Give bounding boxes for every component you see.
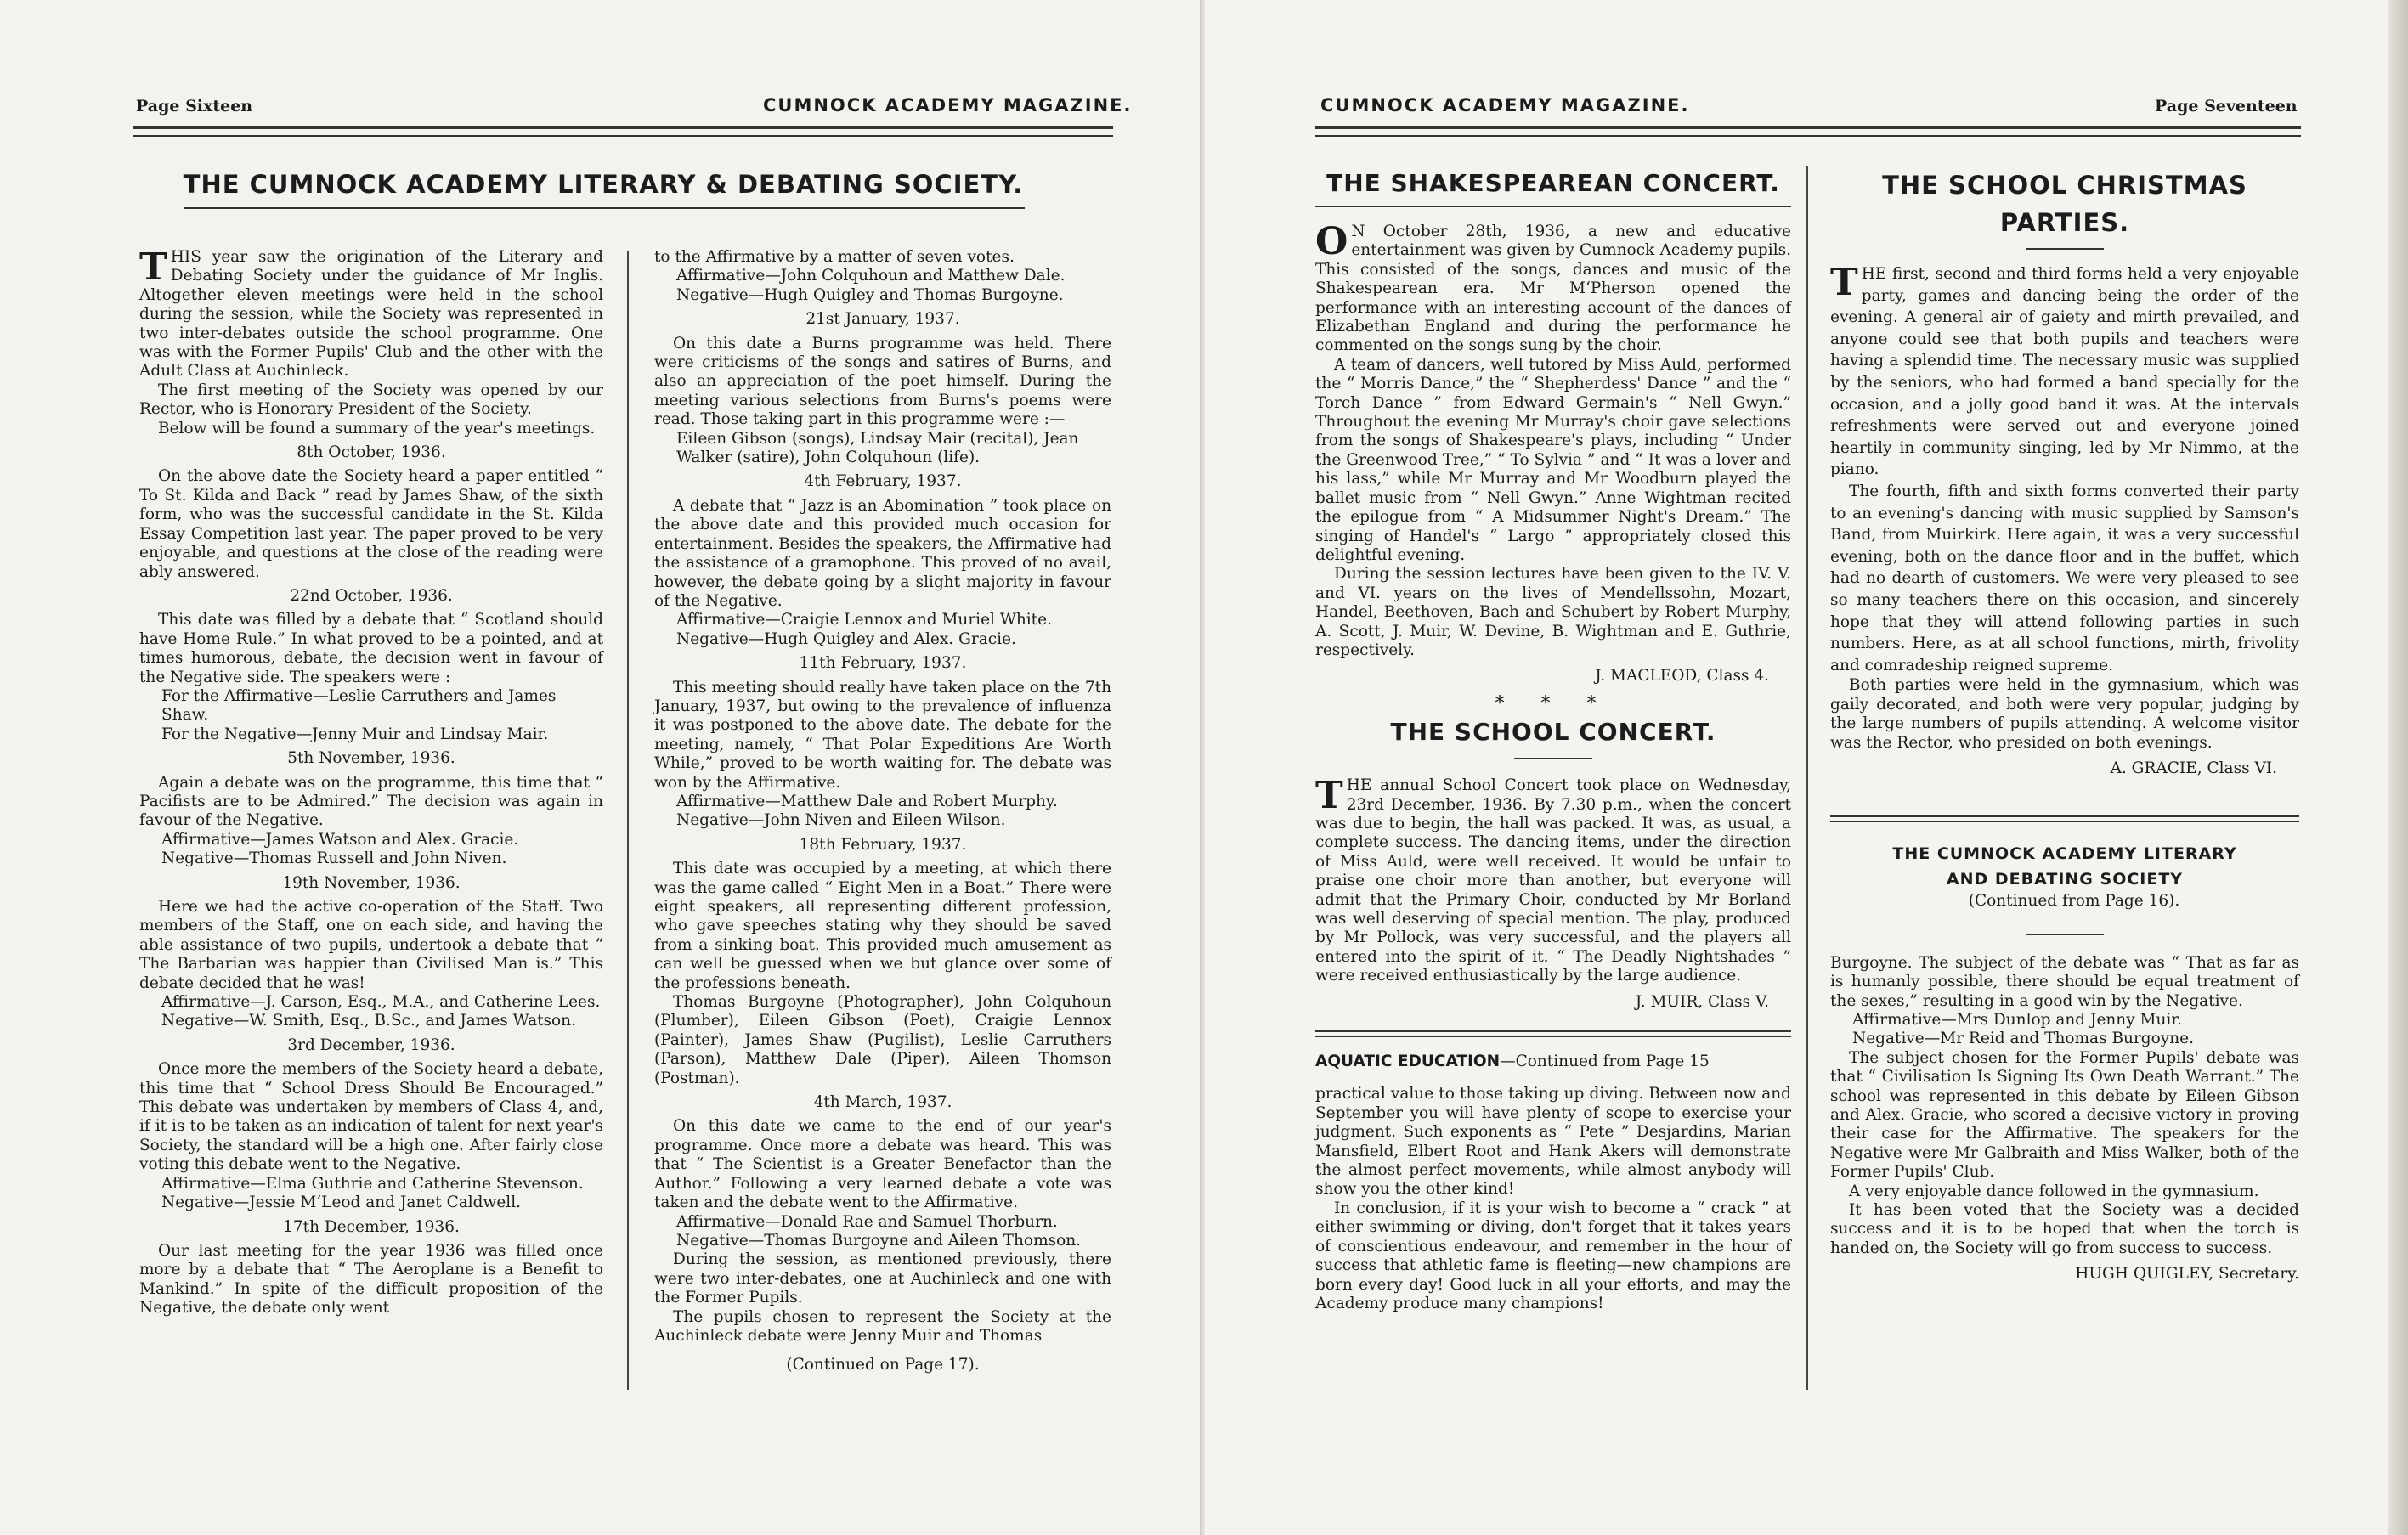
paragraph: Our last meeting for the year 1936 was filled once more by a debate that “ The Aeroplane is a Benefit to Mankind.” In spite of the difficult proposition of the Negative, the debate only went	[139, 1241, 603, 1318]
speaker-line: Affirmative—Craigie Lennox and Muriel White.	[676, 611, 1052, 629]
speaker-line: Negative—John Niven and Eileen Wilson.	[676, 811, 1006, 830]
speaker-line: Eileen Gibson (songs), Lindsay Mair (recital), Jean Walker (satire), John Colquhoun (life).	[676, 429, 1079, 467]
paragraph	[1830, 263, 2299, 481]
meeting-date: 4th February, 1937.	[804, 472, 962, 491]
article-column-1	[139, 245, 603, 1318]
paragraph: Below will be found a summary of the year's meetings.	[158, 419, 596, 437]
paragraph: The first meeting of the Society was opened by our Rector, who is Honorary President of the Society.	[139, 381, 603, 419]
concert-title: THE SCHOOL CONCERT.	[1390, 718, 1716, 747]
speaker-line: Negative—Thomas Burgoyne and Aileen Thomson.	[676, 1231, 1082, 1250]
christmas-title-1: THE SCHOOL CHRISTMAS	[1882, 171, 2247, 200]
paragraph: Here we had the active co-operation of the Staff. Two members of the Staff, one on each side, and having the able assistance of two pupils, undertook a debate that “ The Barbarian was happier than Civilised Man is.” This debate decided that he was!	[139, 898, 603, 992]
intro-paragraph	[139, 245, 603, 381]
article-column-2	[654, 248, 1111, 1375]
paragraph: During the session lectures have been given to the IV. V. and VI. years on the lives of Mendellssohn, Mozart, Handel, Beethoven, Bach and Schubert by Robert Murphy, A. Scott, J. Muir, W. Devine, B. Wightman and E. Guthrie, respectively.	[1315, 565, 1791, 659]
section-rule	[1315, 1030, 1791, 1032]
page-number: Page Sixteen	[136, 97, 253, 116]
running-head: CUMNOCK ACADEMY MAGAZINE.	[763, 95, 1133, 116]
header-rule-thin	[133, 135, 1113, 137]
section-rule	[1830, 815, 2299, 817]
paragraph: Thomas Burgoyne (Photographer), John Colquhoun (Plumber), Eileen Gibson (Poet), Craigie Lennox (Painter), James Shaw (Pugilist), Leslie Carruthers (Parson), Matthew Dale (Piper), Aileen Thomson (Postman).	[654, 993, 1111, 1087]
paragraph: A debate that “ Jazz is an Abomination ” took place on the above date and this provided much occasion for entertainment. Besides the speakers, the Affirmative had the assistance of a gramophone. This proved of no avail, however, the debate going by a slight majority in favour of the Negative.	[654, 496, 1111, 610]
meeting-date: 22nd October, 1936.	[290, 586, 453, 605]
paragraph: The pupils chosen to represent the Society at the Auchinleck debate were Jenny Muir and Thomas	[654, 1307, 1111, 1345]
paragraph: Once more the members of the Society heard a debate, this time that “ School Dress Should Be Encouraged.” This debate was undertaken by members of Class 4, and, if it is to be taken as an indication of talent for next year's Society, the standard will be a high one. After fairly close voting this debate went to the Negative.	[139, 1060, 603, 1174]
speaker-line: Affirmative—Matthew Dale and Robert Murphy.	[676, 792, 1058, 810]
literary-title-2: AND DEBATING SOCIETY	[1946, 870, 2184, 889]
speaker-line: Affirmative—John Colquhoun and Matthew Dale.	[676, 267, 1066, 285]
speaker-line: Affirmative—Donald Rae and Samuel Thorburn.	[676, 1212, 1058, 1231]
title-rule	[1514, 758, 1592, 759]
paragraph	[1315, 776, 1791, 985]
aquatic-heading-rest: —Continued from Page 15	[1500, 1052, 1710, 1071]
continued-note: (Continued from Page 16).	[1968, 892, 2180, 911]
page-edge	[2388, 0, 2408, 1535]
title-rule	[2026, 248, 2104, 250]
paragraph: The subject chosen for the Former Pupils' debate was that “ Civilisation Is Signing Its Own Death Warrant.” The school was represented in this debate by Eileen Gibson and Alex. Gracie, who scored a decisive victory in proving their case for the Affirmative. The speakers for the Negative were Mr Galbraith and Miss Walker, both of the Former Pupils' Club.	[1830, 1048, 2299, 1182]
speaker-line: Negative—Mr Reid and Thomas Burgoyne.	[1852, 1030, 2194, 1048]
speaker-line: For the Negative—Jenny Muir and Lindsay Mair.	[161, 725, 549, 743]
paragraph: Burgoyne. The subject of the debate was “ That as far as is humanly possible, there should be equal treatment of the sexes,” resulting in a good win by the Negative.	[1830, 953, 2299, 1010]
meeting-date: 5th November, 1936.	[287, 749, 455, 768]
paragraph: Both parties were held in the gymnasium, which was gaily decorated, and both were very popular, judging by the large numbers of pupils attending. A welcome visitor was the Rector, who presided on both evenings.	[1830, 676, 2299, 752]
signature: J. MUIR, Class V.	[1635, 992, 1769, 1011]
page-number: Page Seventeen	[2155, 97, 2298, 116]
christmas-title-2: PARTIES.	[1999, 208, 2130, 237]
meeting-date: 8th October, 1936.	[297, 443, 446, 462]
speaker-line: Negative—Thomas Russell and John Niven.	[161, 849, 507, 868]
signature: J. MACLEOD, Class 4.	[1595, 667, 1769, 686]
paragraph: This meeting should really have taken place on the 7th January, 1937, but owing to the prevalence of influenza it was postponed to the above date. The debate for the meeting, namely, “ That Polar Expeditions Are Worth While,” proved to be worth waiting for. The debate was won by the Affirmative.	[654, 678, 1111, 792]
paragraph-text: HE first, second and third forms held a very enjoyable party, games and dancing being the order of the evening. A general air of gaiety and mirth prevailed, and anyone could see that both pupils and teachers were having a splendid time. The necessary music was supplied by the seniors, who had formed a band specially for the occasion, and a jolly good band it was. At the intervals refreshments were served out and everyone joined heartily in community singing, led by Mr Nimmo, at the piano.	[1830, 265, 2299, 479]
right-column-1	[1315, 166, 1791, 1313]
shakespeare-title: THE SHAKESPEAREAN CONCERT.	[1326, 169, 1780, 197]
header-rule-thin	[1315, 135, 2301, 137]
meeting-date: 3rd December, 1936.	[287, 1036, 455, 1054]
paragraph: In conclusion, if it is your wish to become a “ crack ” at either swimming or diving, don't forget that it takes years of conscientious endeavour, and remember in the hour of success that athletic fame is fleeting—new champions are born every day! Good luck in all your efforts, and may the Academy produce many champions!	[1315, 1199, 1791, 1312]
section-rule	[1830, 821, 2299, 822]
column-divider	[1806, 166, 1808, 1390]
header-rule	[133, 126, 1113, 129]
header-rule	[1315, 126, 2301, 129]
speaker-line: Negative—Jessie M‘Leod and Janet Caldwell.	[161, 1194, 522, 1212]
paragraph: This date was occupied by a meeting, at which there was the game called “ Eight Men in a Boat.” There were eight speakers, all representing different profession, who gave speeches stating why they should be saved from a sinking boat. This provided much amusement as can well be guessed when we but glance over some of the professions beneath.	[654, 860, 1111, 992]
column-divider	[627, 251, 629, 1390]
speaker-line: For the Affirmative—Leslie Carruthers and James Shaw.	[161, 686, 557, 725]
title-underline	[184, 207, 1025, 209]
paragraph: On this date we came to the end of our year's programme. Once more a debate was heard. This was that “ The Scientist is a Greater Benefactor than the Author.” Following a very learned debate a vote was taken and the debate went to the Affirmative.	[654, 1117, 1111, 1212]
meeting-date: 11th February, 1937.	[799, 654, 967, 673]
speaker-line: Affirmative—J. Carson, Esq., M.A., and Catherine Lees.	[161, 993, 601, 1012]
continued-note: (Continued on Page 17).	[786, 1356, 980, 1374]
paragraph: to the Affirmative by a matter of seven votes.	[654, 248, 1015, 266]
meeting-date: 4th March, 1937.	[813, 1093, 952, 1112]
paragraph	[1315, 220, 1791, 356]
speaker-line: Affirmative—Mrs Dunlop and Jenny Muir.	[1852, 1010, 2183, 1029]
drop-cap: T	[139, 245, 167, 289]
paragraph: A team of dancers, well tutored by Miss Auld, performed the “ Morris Dance,” the “ Shepherdess' Dance ” and the “ Torch Dance ” from Edward Germain's “ Nell Gwyn.” Throughout the evening Mr Murray's choir gave selections from the songs of Shakespeare's plays, including “ Under the Greenwood Tree,” “ To Sylvia ” and “ It was a lover and his lass,” while Mr Murray and Mr Woodburn played the ballet music from “ Nell Gwyn.” Anne Wightman recited the epilogue from “ A Midsummer Night's Dream.” The singing of Handel's “ Largo ” appropriately closed this delightful evening.	[1315, 355, 1791, 564]
paragraph: During the session, as mentioned previously, there were two inter-debates, one at Auchinleck and one with the Former Pupils.	[654, 1250, 1111, 1307]
drop-cap: T	[1830, 261, 1858, 304]
running-head: CUMNOCK ACADEMY MAGAZINE.	[1320, 95, 1690, 116]
meeting-date: 18th February, 1937.	[799, 835, 967, 854]
paragraph: The fourth, fifth and sixth forms converted their party to an evening's dancing with music supplied by Samson's Band, from Muirkirk. Here again, it was a very successful evening, both on the dance floor and in the buffet, which had no dearth of customers. We were very pleased to see so many teachers there on this occasion, and sincerely hope that they will attend following parties in such numbers. Here, as at all school functions, mirth, frivolity and comradeship reigned supreme.	[1830, 482, 2299, 674]
paragraph-text: N October 28th, 1936, a new and educative entertainment was given by Cumnock Academy pupils. This consisted of the songs, dances and music of the Shakespearean era. Mr M‘Pherson opened the performance with an interesting account of the dances of Elizabethan England and during the performance he commented on the songs sung by the choir.	[1315, 223, 1791, 355]
right-column-2	[1830, 166, 2299, 1284]
section-rule	[1315, 1036, 1791, 1037]
title-rule	[2026, 934, 2104, 935]
meeting-date: 19th November, 1936.	[282, 873, 461, 892]
intro-text: HIS year saw the origination of the Literary and Debating Society under the guidance of Mr Inglis. Altogether eleven meetings were held in the school during the session, while the Society was represented in two inter-debates outside the school programme. One was with the Former Pupils' Club and the other with the Adult Class at Auchinleck.	[139, 248, 603, 381]
speaker-line: Negative—Hugh Quigley and Alex. Gracie.	[676, 629, 1016, 648]
section-stars: * * *	[1495, 692, 1612, 714]
drop-cap: O	[1315, 220, 1348, 263]
paragraph-text: HE annual School Concert took place on Wednesday, 23rd December, 1936. By 7.30 p.m., when the concert was due to begin, the hall was packed. It was, as usual, a complete success. The dancing items, under the direction of Miss Auld, were well received. It would be unfair to praise one choir more than another, but everyone will admit that the Primary Choir, conducted by Mr Borland was well deserving of special mention. The play, produced by Mr Pollock, was very successful, and the players all entered into the spirit of it. “ The Deadly Nightshades ” were received enthusiastically by the large audience.	[1315, 776, 1791, 985]
article-title: THE CUMNOCK ACADEMY LITERARY & DEBATING SOCIETY.	[183, 170, 1024, 199]
page-seventeen	[1205, 0, 2388, 1535]
page-sixteen	[0, 0, 1200, 1535]
drop-cap: T	[1315, 774, 1343, 818]
speaker-line: Affirmative—Elma Guthrie and Catherine Stevenson.	[161, 1174, 584, 1193]
literary-title-1: THE CUMNOCK ACADEMY LITERARY	[1892, 844, 2237, 864]
meeting-date: 17th December, 1936.	[283, 1217, 460, 1236]
paragraph: On this date a Burns programme was held. There were criticisms of the songs and satires of Burns, and also an appreciation of the poet himself. During the meeting various selections from Burns's poems were read. Those taking part in this programme were :—	[654, 334, 1111, 429]
signature: HUGH QUIGLEY, Secretary.	[2075, 1265, 2299, 1284]
paragraph: On the above date the Society heard a paper entitled “ To St. Kilda and Back ” read by James Shaw, of the sixth form, who was the successful candidate in the St. Kilda Essay Competition last year. The paper proved to be very enjoyable, and questions at the close of the reading were ably answered.	[139, 467, 603, 581]
speaker-line: Affirmative—James Watson and Alex. Gracie.	[161, 830, 519, 849]
aquatic-heading-bold: AQUATIC EDUCATION	[1315, 1052, 1501, 1071]
aquatic-heading	[1315, 1052, 1791, 1071]
speaker-line: Negative—Hugh Quigley and Thomas Burgoyne.	[676, 285, 1064, 304]
title-underline	[1315, 206, 1791, 207]
speaker-line: Negative—W. Smith, Esq., B.Sc., and James Watson.	[161, 1012, 576, 1030]
paragraph: A very enjoyable dance followed in the gymnasium.	[1849, 1182, 2259, 1200]
signature: A. GRACIE, Class VI.	[2110, 759, 2277, 777]
paragraph: It has been voted that the Society was a decided success and it is to be hoped that when the torch is handed on, the Society will go from success to success.	[1830, 1201, 2299, 1257]
paragraph: Again a debate was on the programme, this time that “ Pacifists are to be Admired.” The decision was again in favour of the Negative.	[139, 773, 603, 830]
paragraph: This date was filled by a debate that “ Scotland should have Home Rule.” In what proved to be a pointed, and at times humorous, debate, the decision went in favour of the Negative side. The speakers were :	[139, 611, 603, 686]
paragraph: practical value to those taking up diving. Between now and September you will have plenty of scope to exercise your judgment. Such exponents as “ Pete ” Desjardins, Marian Mansfield, Elbert Root and Hank Akers will demonstrate the almost perfect movements, while almost anybody will show you the other kind!	[1315, 1085, 1791, 1199]
meeting-date: 21st January, 1937.	[805, 310, 960, 329]
